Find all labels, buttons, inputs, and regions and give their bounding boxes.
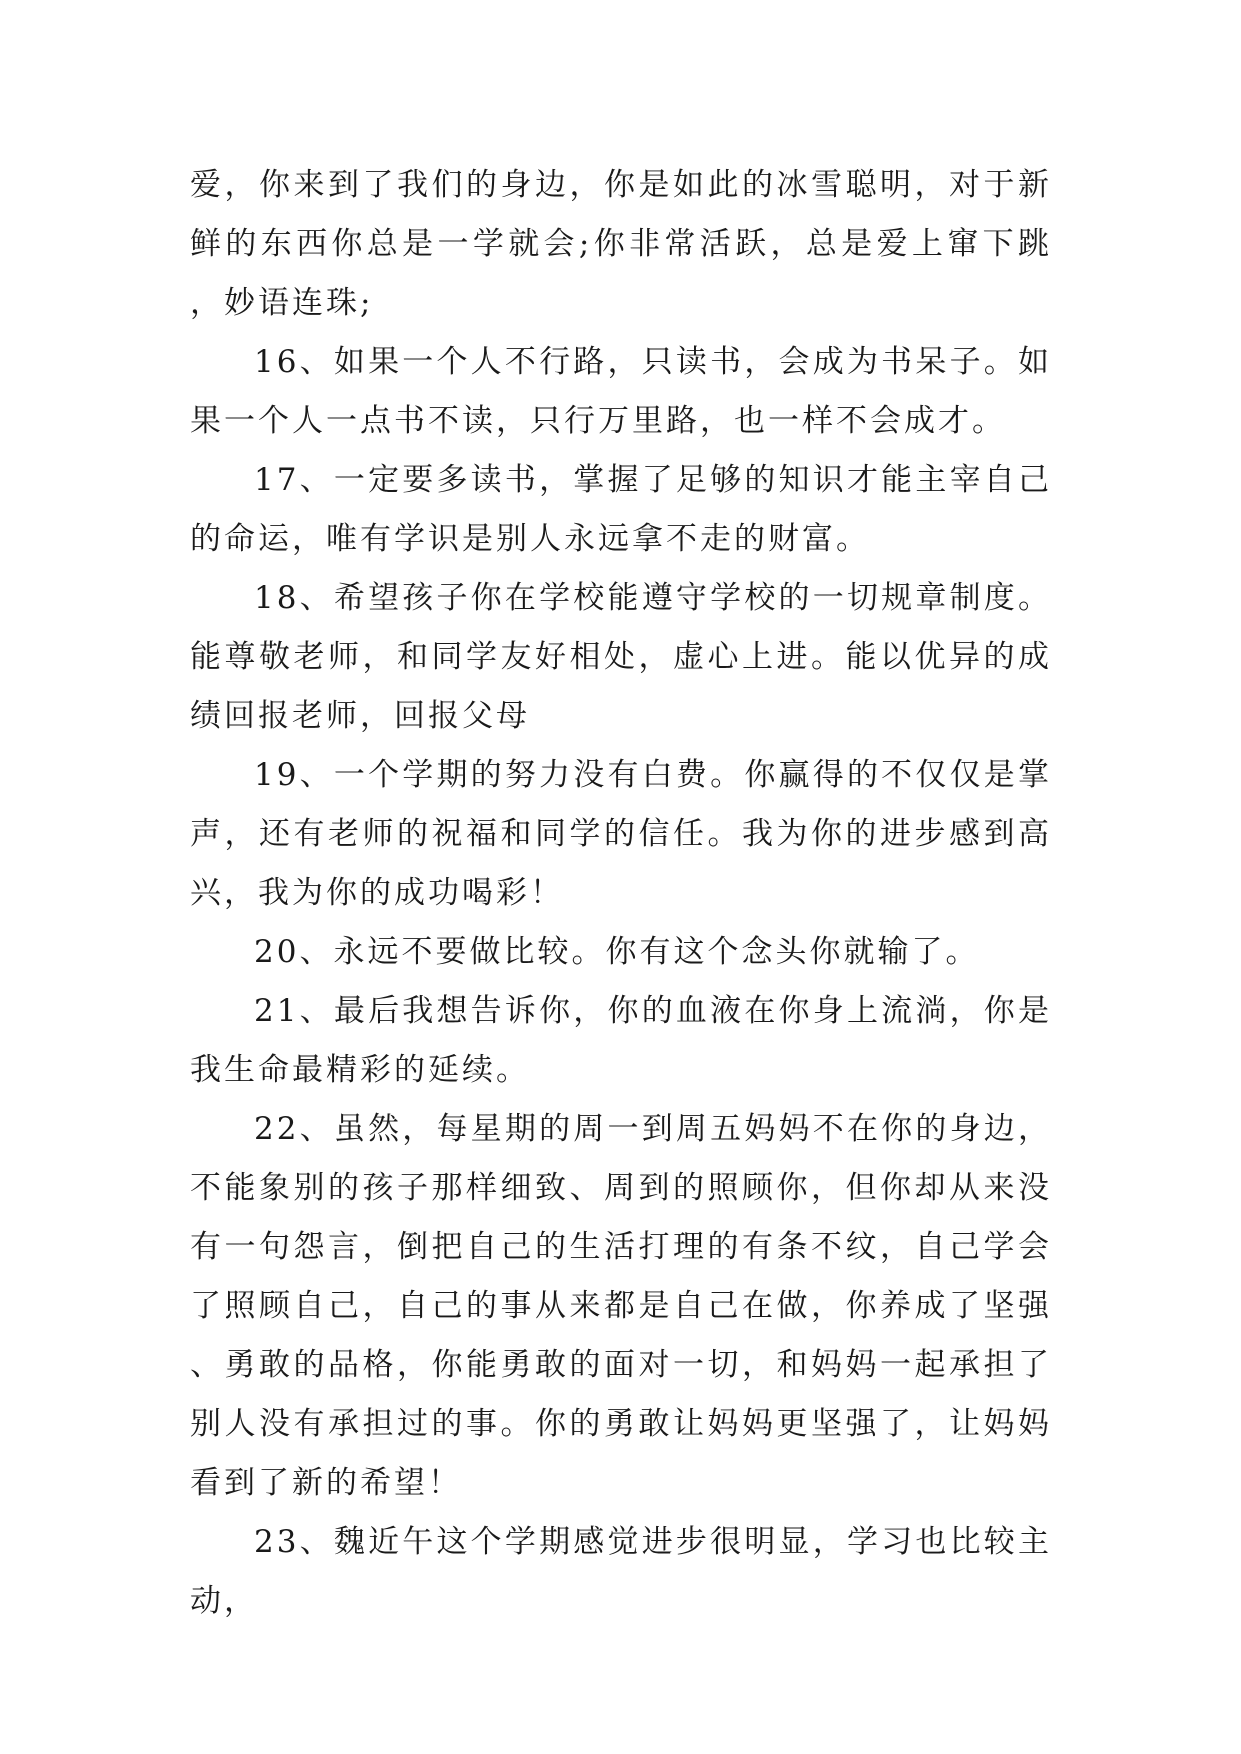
paragraph-item-16: 16、如果一个人不行路，只读书，会成为书呆子。如果一个人一点书不读，只行万里路，也一样不会成才。 (190, 344, 1052, 439)
paragraph-item-20: 20、永远不要做比较。你有这个念头你就输了。 (254, 934, 980, 970)
paragraph-item-23: 23、魏近午这个学期感觉进步很明显，学习也比较主动， (190, 1524, 1052, 1619)
paragraph-item-19: 19、一个学期的努力没有白费。你赢得的不仅仅是掌声，还有老师的祝福和同学的信任。我为你的进步感到高兴，我为你的成功喝彩！ (190, 757, 1052, 911)
document-body (190, 156, 1052, 1631)
paragraph-item-21: 21、最后我想告诉你，你的血液在你身上流淌，你是我生命最精彩的延续。 (190, 993, 1052, 1088)
paragraph-item-17: 17、一定要多读书，掌握了足够的知识才能主宰自己的命运，唯有学识是别人永远拿不走的财富。 (190, 462, 1052, 557)
paragraph-continuation: 爱，你来到了我们的身边，你是如此的冰雪聪明，对于新鲜的东西你总是一学就会;你非常活跃，总是爱上窜下跳，妙语连珠; (190, 167, 1052, 321)
paragraph-item-18: 18、希望孩子你在学校能遵守学校的一切规章制度。能尊敬老师，和同学友好相处，虚心上进。能以优异的成绩回报老师，回报父母 (190, 580, 1052, 734)
paragraph-item-22: 22、虽然，每星期的周一到周五妈妈不在你的身边，不能象别的孩子那样细致、周到的照顾你，但你却从来没有一句怨言，倒把自己的生活打理的有条不纹，自己学会了照顾自己，自己的事从来都是自己在做，你养成了坚强、勇敢的品格，你能勇敢的面对一切，和妈妈一起承担了别人没有承担过的事。你的勇敢让妈妈更坚强了，让妈妈看到了新的希望！ (190, 1111, 1052, 1501)
